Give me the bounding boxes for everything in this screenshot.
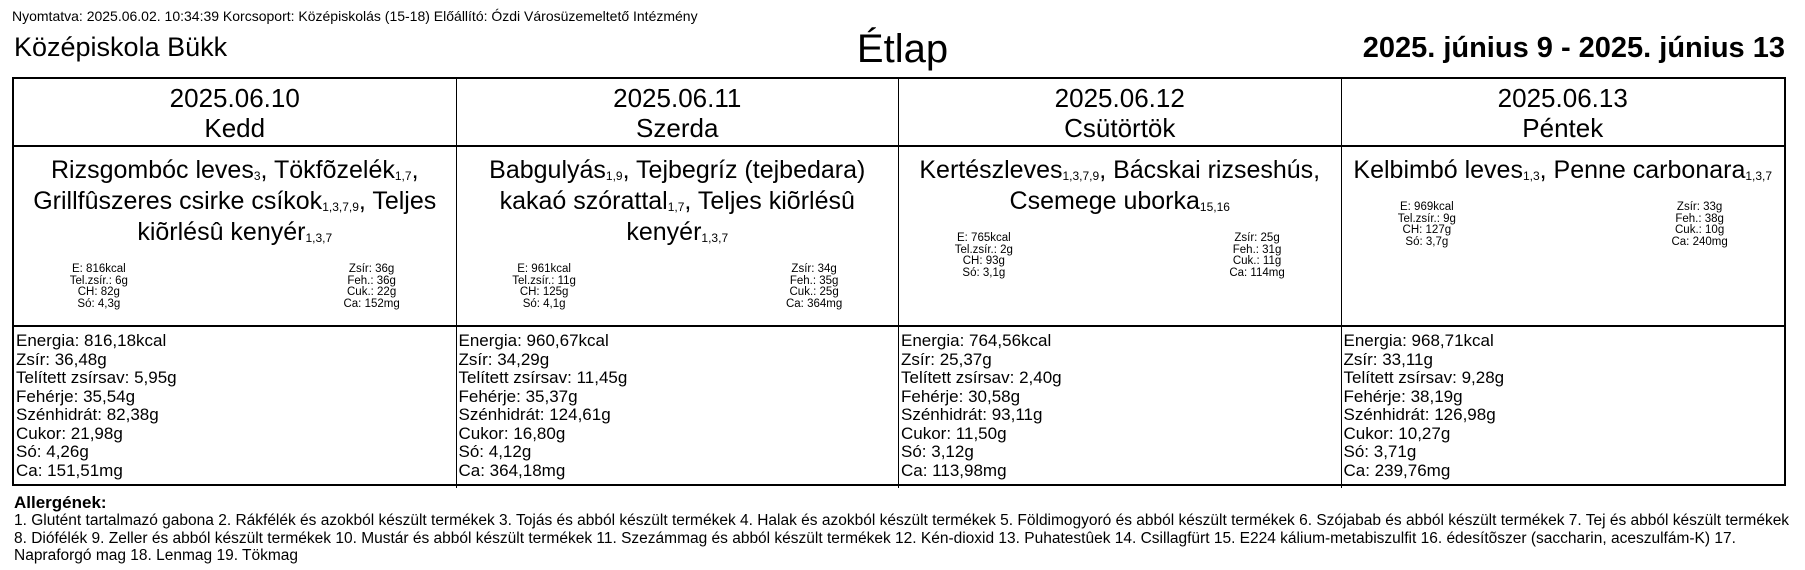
- summary-value: Tel.zsír.: 6g: [69, 274, 128, 287]
- allergens-list: 1. Glutént tartalmazó gabona 2. Rákfélék és azokból készült termékek 3. Tojás és abból készült termékek 4. Halak és azokból készült termékek 5. Földimogyoró és abból készült termékek 6. Szójabab és abból készült termékek 7. Tej és abból készült termékek 8. Diófélék 9. Zeller és abból készült termékek 10. Mustár és abból készült termékek 11. Szezámmag és abból készült termékek 12. Kén-dioxid 13. Puhatestûek 14. Csillagfürt 15. E224 kálium-metabiszulfit 16. édesítõszer (saccharin, aceszulfám-K) 17. Napraforgó mag 18. Lenmag 19. Tökmag: [14, 512, 1790, 564]
- allergens-heading: Allergének:: [14, 493, 107, 512]
- nutrition-line: Ca: 239,76mg: [1343, 460, 1451, 480]
- nutrition-summary-left: [70, 264, 128, 310]
- nutrition-line: Szénhidrát: 124,61g: [458, 405, 611, 424]
- dish-name: Penne carbonara: [1553, 156, 1746, 184]
- nutrition-line: Ca: 113,98mg: [901, 460, 1007, 480]
- dish-name: Tökfõzelék: [273, 156, 395, 184]
- day-date: 2025.06.10: [169, 83, 300, 113]
- summary-value: E: 765kcal: [956, 232, 1011, 244]
- dish-list: [1350, 157, 1777, 188]
- day-date: 2025.06.12: [1054, 83, 1185, 113]
- summary-value: CH: 93g: [962, 255, 1005, 267]
- day-date: 2025.06.11: [613, 83, 742, 113]
- day-menu: [457, 147, 900, 327]
- day-nutrition: [14, 327, 457, 488]
- summary-value: Zsír: 34g: [791, 263, 837, 275]
- dish-list: [22, 157, 448, 250]
- nutrition-line: Szénhidrát: 93,11g: [901, 405, 1043, 424]
- dish-allergens: 1,3: [1522, 169, 1540, 183]
- dish-list: [465, 157, 891, 250]
- nutrition-summary: [1398, 202, 1728, 248]
- dish-separator: ,: [684, 187, 698, 215]
- dish-separator: ,: [1099, 156, 1114, 184]
- nutrition-summary: [70, 264, 400, 310]
- day-menu: [1342, 147, 1785, 327]
- dish-allergens: 1,9: [605, 169, 623, 183]
- page-title: Étlap: [856, 27, 949, 71]
- dish-allergens: 15,16: [1199, 200, 1230, 214]
- day-date: 2025.06.13: [1497, 83, 1628, 113]
- summary-value: Feh.: 35g: [789, 274, 839, 287]
- summary-value: CH: 82g: [77, 286, 120, 298]
- nutrition-line: Zsír: 34,29g: [458, 349, 550, 369]
- day-header: [14, 79, 457, 147]
- summary-value: Ca: 114mg: [1229, 266, 1285, 279]
- dish-name: Tejbegríz (tejbedara) kakaó szórattal: [499, 156, 866, 215]
- summary-value: Só: 3,1g: [962, 266, 1006, 279]
- dish-allergens: 1,3,7: [305, 231, 333, 245]
- nutrition-line: Energia: 816,18kcal: [16, 331, 167, 350]
- summary-value: E: 969kcal: [1399, 201, 1454, 213]
- summary-value: Só: 4,1g: [522, 297, 566, 310]
- dish-name: Babgulyás: [489, 156, 606, 184]
- day-menu: [899, 147, 1342, 327]
- dish-allergens: 1,3,7: [701, 231, 729, 245]
- day-nutrition: [457, 327, 900, 488]
- menu-table: [12, 77, 1786, 486]
- dish-separator: ,: [260, 156, 274, 184]
- dish-name: Kertészleves: [919, 156, 1063, 184]
- nutrition-line: Cukor: 10,27g: [1343, 423, 1451, 443]
- day-header: [1342, 79, 1785, 147]
- nutrition-summary-right: [1671, 202, 1727, 248]
- dish-separator: ,: [411, 156, 419, 184]
- dish-name: Teljes kiõrlésû kenyér: [626, 187, 855, 246]
- nutrition-line: Telített zsírsav: 2,40g: [901, 368, 1062, 387]
- nutrition-line: Zsír: 25,37g: [901, 349, 992, 369]
- nutrition-line: Zsír: 36,48g: [16, 349, 107, 369]
- day-menu: [14, 147, 457, 327]
- nutrition-line: Fehérje: 38,19g: [1343, 386, 1463, 406]
- summary-value: Ca: 240mg: [1671, 235, 1728, 248]
- summary-value: Tel.zsír.: 11g: [512, 274, 576, 287]
- dish-allergens: 1,7: [394, 169, 412, 183]
- summary-value: Zsír: 25g: [1234, 232, 1280, 244]
- dish-name: Kelbimbó leves: [1353, 156, 1523, 184]
- summary-value: CH: 127g: [1402, 224, 1452, 236]
- nutrition-line: Szénhidrát: 82,38g: [16, 405, 159, 424]
- nutrition-line: Fehérje: 30,58g: [901, 386, 1021, 406]
- dish-name: Bácskai rizseshús: [1113, 156, 1314, 184]
- summary-value: Tel.zsír.: 9g: [1397, 212, 1456, 225]
- nutrition-line: Fehérje: 35,37g: [458, 386, 578, 406]
- day-nutrition: [1342, 327, 1785, 488]
- dish-separator: ,: [622, 156, 637, 184]
- dish-name: Csemege uborka: [1009, 187, 1200, 215]
- nutrition-summary-left: [955, 233, 1013, 279]
- summary-value: Zsír: 36g: [348, 263, 395, 275]
- day-header: [457, 79, 900, 147]
- dish-name: Grillfûszeres csirke csíkok: [33, 187, 323, 215]
- dish-name: Teljes kiõrlésû kenyér: [137, 187, 437, 246]
- dish-allergens: 3: [253, 169, 261, 183]
- nutrition-line: Fehérje: 35,54g: [16, 386, 136, 406]
- dish-allergens: 1,3,7,9: [322, 200, 359, 214]
- summary-value: Feh.: 38g: [1675, 212, 1724, 225]
- dish-allergens: 1,3,7,9: [1062, 169, 1100, 183]
- summary-value: E: 816kcal: [71, 263, 126, 275]
- nutrition-line: Telített zsírsav: 5,95g: [16, 368, 177, 387]
- summary-value: E: 961kcal: [517, 263, 571, 275]
- day-weekday: Csütörtök: [1064, 113, 1176, 143]
- summary-value: Cuk.: 10g: [1675, 224, 1725, 236]
- nutrition-line: Telített zsírsav: 9,28g: [1343, 368, 1505, 387]
- summary-value: Ca: 152mg: [343, 297, 400, 310]
- nutrition-summary-left: [1398, 202, 1456, 248]
- day-header: [899, 79, 1342, 147]
- summary-value: Tel.zsír.: 2g: [954, 243, 1013, 256]
- nutrition-line: Szénhidrát: 126,98g: [1343, 405, 1496, 424]
- summary-value: Feh.: 31g: [1232, 243, 1282, 256]
- summary-value: Cuk.: 25g: [789, 286, 839, 298]
- nutrition-summary-right: [1229, 233, 1284, 279]
- summary-value: Só: 3,7g: [1405, 235, 1449, 248]
- nutrition-line: Telített zsírsav: 11,45g: [458, 368, 628, 387]
- nutrition-line: Cukor: 11,50g: [901, 423, 1007, 443]
- nutrition-line: Só: 3,71g: [1343, 442, 1417, 461]
- nutrition-line: Zsír: 33,11g: [1343, 349, 1433, 369]
- summary-value: Só: 4,3g: [77, 297, 121, 310]
- day-weekday: Péntek: [1522, 113, 1604, 143]
- nutrition-line: Só: 4,26g: [16, 442, 89, 461]
- nutrition-line: Só: 3,12g: [901, 442, 974, 461]
- nutrition-summary-right: [343, 264, 399, 310]
- dish-separator: ,: [1313, 156, 1321, 184]
- nutrition-summary-left: [512, 264, 576, 310]
- nutrition-summary: [512, 264, 842, 310]
- dish-separator: ,: [358, 187, 373, 215]
- nutrition-line: Energia: 764,56kcal: [901, 331, 1052, 350]
- nutrition-line: Cukor: 21,98g: [16, 423, 123, 443]
- print-info: Nyomtatva: 2025.06.02. 10:34:39 Korcsoport: Középiskolás (15-18) Előállító: Ózdi Városüzemeltető Intézmény: [12, 8, 698, 24]
- summary-value: CH: 125g: [519, 286, 569, 298]
- day-weekday: Kedd: [204, 113, 266, 143]
- nutrition-line: Ca: 364,18mg: [458, 460, 566, 480]
- nutrition-summary: [955, 233, 1285, 279]
- summary-value: Cuk.: 22g: [347, 286, 397, 298]
- summary-value: Feh.: 36g: [347, 274, 396, 287]
- dish-allergens: 1,3,7: [1745, 169, 1773, 183]
- school-name: Középiskola Bükk: [14, 32, 228, 62]
- day-nutrition: [899, 327, 1342, 488]
- date-range: 2025. június 9 - 2025. június 13: [1362, 32, 1785, 64]
- dish-list: [907, 157, 1333, 219]
- dish-separator: ,: [1539, 156, 1554, 184]
- summary-value: Ca: 364mg: [785, 297, 843, 310]
- summary-value: Cuk.: 11g: [1232, 255, 1282, 267]
- summary-value: Zsír: 33g: [1676, 201, 1723, 213]
- day-weekday: Szerda: [636, 113, 719, 143]
- nutrition-line: Energia: 960,67kcal: [458, 331, 609, 350]
- nutrition-line: Ca: 151,51mg: [16, 460, 123, 480]
- nutrition-summary-right: [786, 264, 842, 310]
- dish-name: Rizsgombóc leves: [50, 156, 254, 184]
- nutrition-line: Energia: 968,71kcal: [1343, 331, 1494, 350]
- dish-allergens: 1,7: [667, 200, 685, 214]
- nutrition-line: Cukor: 16,80g: [458, 423, 566, 443]
- nutrition-line: Só: 4,12g: [458, 442, 532, 461]
